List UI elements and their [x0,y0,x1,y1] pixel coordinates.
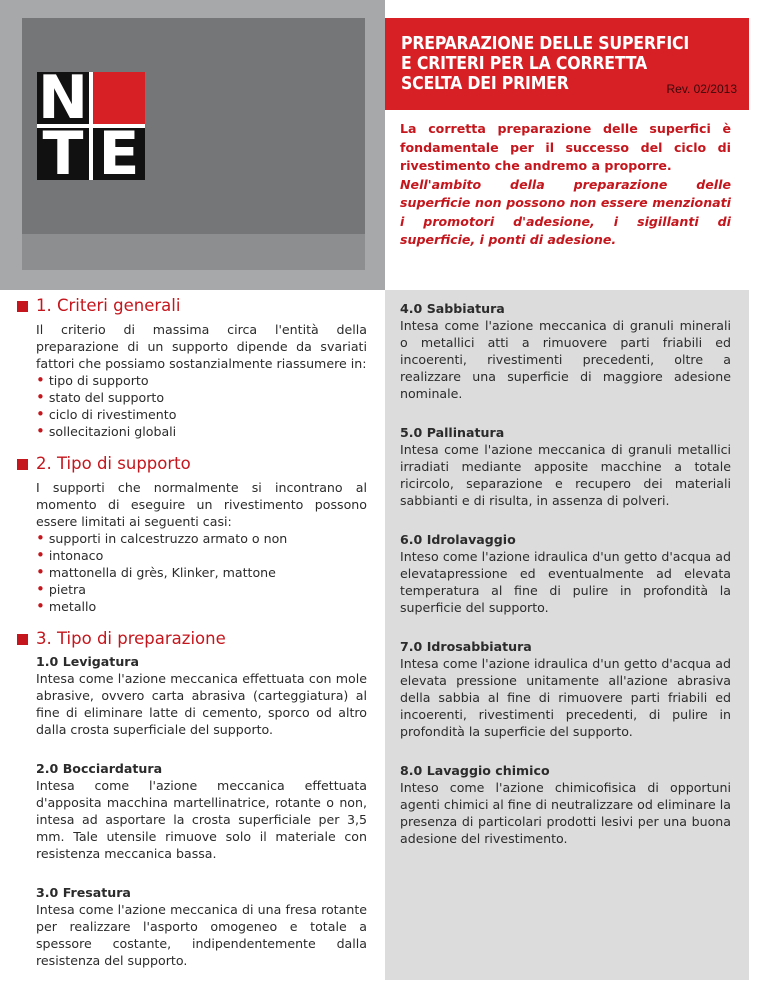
list-item: • sollecitazioni globali [36,423,367,440]
header-graphic-band [22,234,365,270]
logo-letter-e: E [93,128,145,180]
method-text: Inteso come l'azione chimicofisica di opportuni agenti chimici al fine di neutralizzare od eliminare la presenza di particolari prodotti lesivi per una buona adesione del rivestimento. [400,780,731,846]
section-tipo-supporto [17,454,367,615]
method-text: Inteso come l'azione idraulica d'un getto d'acqua ad elevatapressione ed eventualmente ad elevata temperatura al fine di pulire in profondità la superficie del supporto. [400,549,731,615]
method-block [400,638,731,740]
title-line: E CRITERI PER LA CORRETTA [401,54,647,74]
method-block [400,300,731,402]
method-text: Intesa come l'azione meccanica di granuli metallici irradiati mediante apposite macchine a totale ricircolo, separazione e recupero dei materiali sabbianti e di risulta, in assenza di polveri. [400,442,731,508]
section-criteri-generali [17,296,367,440]
title-line: SCELTA DEI PRIMER [401,74,569,94]
title-line: PREPARAZIONE DELLE SUPERFICI [401,34,689,54]
method-block [17,884,367,969]
list-item: • supporti in calcestruzzo armato o non [36,530,367,547]
logo-red-square [93,72,145,124]
red-square-icon [17,634,28,645]
list-item: • metallo [36,598,367,615]
section-body [17,321,367,440]
list-item: • pietra [36,581,367,598]
document-header [385,18,749,110]
method-block [400,424,731,509]
method-block [17,653,367,738]
section-text: I supporti che normalmente si incontrano al momento di eseguire un rivestimento possono essere limitati ai seguenti casi: [36,480,367,529]
method-text: Intesa come l'azione idraulica d'un getto d'acqua ad elevata pressione unitamente all'azione abrasiva della sabbia al fine di rimuovere parti friabili ed incoerenti, rivestimenti precedenti, di pulire in profondità la superficie del supporto. [400,656,731,739]
nte-logo [37,72,145,180]
section-heading [17,629,367,649]
section-heading [17,454,367,474]
method-block [17,760,367,862]
intro-paragraph-italic: Nell'ambito della preparazione delle superficie non possono non essere menzionati i promotori d'adesione, i sigillanti di superficie, i ponti di adesione. [400,176,731,247]
section-body [17,479,367,615]
right-column [400,300,731,847]
list-item: • stato del supporto [36,389,367,406]
method-text: Intesa come l'azione meccanica effettuata con mole abrasive, ovvero carta abrasiva (carteggiatura) al fine di eliminare latte di cemento, sporco od altro dalla crosta superficiale del supporto. [36,671,367,737]
method-block [400,531,731,616]
method-title: 5.0 Pallinatura [400,425,505,440]
section-title: 2. Tipo di supporto [36,454,191,473]
method-text: Intesa come l'azione meccanica di una fresa rotante per realizzare l'asporto omogeneo e totale a spessore costante, indipendentemente dalla resistenza del supporto. [36,902,367,968]
left-column [17,296,367,969]
list-item: • ciclo di rivestimento [36,406,367,423]
section-tipo-preparazione [17,629,367,969]
section-heading [17,296,367,316]
section-title: 3. Tipo di preparazione [36,629,226,648]
red-square-icon [17,301,28,312]
bullet-list [36,530,367,615]
revision-label: Rev. 02/2013 [666,82,737,96]
section-text: Il criterio di massima circa l'entità della preparazione di un supporto dipende da svariati fattori che possiamo sostanzialmente riassumere in: [36,322,367,371]
method-title: 1.0 Levigatura [36,654,139,669]
red-square-icon [17,459,28,470]
list-item: • intonaco [36,547,367,564]
list-item: • mattonella di grès, Klinker, mattone [36,564,367,581]
method-title: 2.0 Bocciardatura [36,761,163,776]
method-title: 4.0 Sabbiatura [400,301,505,316]
method-title: 7.0 Idrosabbiatura [400,639,532,654]
method-text: Intesa come l'azione meccanica effettuata d'apposita macchina martellinatrice, rotante o non, intesa ad asportare la crosta superficiale per 3,5 mm. Tale utensile rimuove solo il materiale con resistenza meccanica bassa. [36,778,367,861]
method-block [400,762,731,847]
method-title: 8.0 Lavaggio chimico [400,763,550,778]
intro-text [400,120,731,250]
logo-letter-t: T [37,128,89,180]
logo-letter-n: N [37,72,89,124]
method-text: Intesa come l'azione meccanica di granuli minerali o metallici atti a rimuovere parti friabili ed incoerenti, rivestimenti precedenti, oltre a realizzare una superficie di maggiore adesione nominale. [400,318,731,401]
method-title: 3.0 Fresatura [36,885,131,900]
intro-paragraph: La corretta preparazione delle superfici è fondamentale per il successo del ciclo di rivestimento che andremo a proporre. [400,121,731,173]
list-item: • tipo di supporto [36,372,367,389]
bullet-list [36,372,367,440]
section-title: 1. Criteri generali [36,296,181,315]
method-title: 6.0 Idrolavaggio [400,532,516,547]
